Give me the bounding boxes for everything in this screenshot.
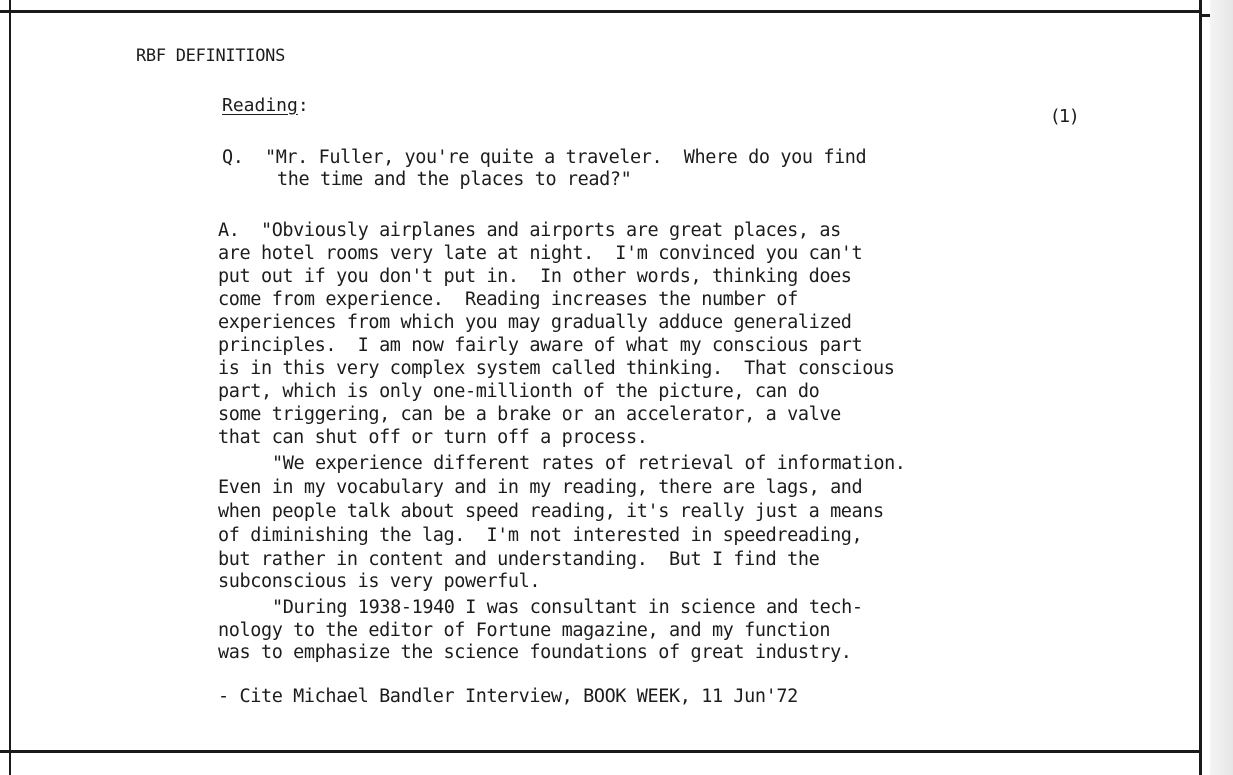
answer-line: of diminishing the lag. I'm not interested in speedreading, (218, 525, 863, 546)
entry-heading-word: Reading (222, 95, 298, 116)
right-border (1199, 0, 1202, 775)
bottom-rule (0, 750, 1202, 753)
answer-line: was to emphasize the science foundations of great industry. (218, 642, 852, 663)
page-number: (1) (1052, 106, 1078, 127)
answer-line: nology to the editor of Fortune magazine, and my function (218, 620, 831, 641)
entry-heading (222, 95, 309, 116)
question-line: the time and the places to read?" (277, 169, 632, 190)
citation: - Cite Michael Bandler Interview, BOOK WEEK, 11 Jun'72 (218, 686, 798, 707)
answer-line: A. "Obviously airplanes and airports are great places, as (218, 220, 841, 241)
left-border (9, 0, 11, 775)
answer-line: is in this very complex system called thinking. That conscious (218, 358, 895, 379)
scan-edge (1210, 0, 1233, 775)
answer-line: some triggering, can be a brake or an accelerator, a valve (218, 404, 841, 425)
answer-line: come from experience. Reading increases the number of (218, 289, 798, 310)
top-rule (0, 10, 1202, 13)
document-title: RBF DEFINITIONS (136, 46, 286, 66)
answer-line: principles. I am now fairly aware of what my conscious part (218, 335, 863, 356)
answer-line: "During 1938-1940 I was consultant in science and tech- (272, 597, 863, 618)
answer-line: are hotel rooms very late at night. I'm convinced you can't (218, 243, 863, 264)
answer-line: part, which is only one-millionth of the picture, can do (218, 381, 820, 402)
answer-line: put out if you don't put in. In other words, thinking does (218, 266, 852, 287)
answer-line: when people talk about speed reading, it's really just a means (218, 501, 884, 522)
answer-line: that can shut off or turn off a process. (218, 427, 648, 448)
question-line: Q. "Mr. Fuller, you're quite a traveler. Where do you find (222, 147, 867, 168)
entry-heading-colon: : (297, 95, 309, 116)
top-rule-tail (1202, 14, 1210, 17)
answer-line: Even in my vocabulary and in my reading, there are lags, and (218, 477, 863, 498)
answer-line: experiences from which you may gradually adduce generalized (218, 312, 852, 333)
answer-line: subconscious is very powerful. (218, 571, 541, 592)
answer-line: "We experience different rates of retrieval of information. (272, 453, 906, 474)
answer-line: but rather in content and understanding. But I find the (218, 549, 820, 570)
